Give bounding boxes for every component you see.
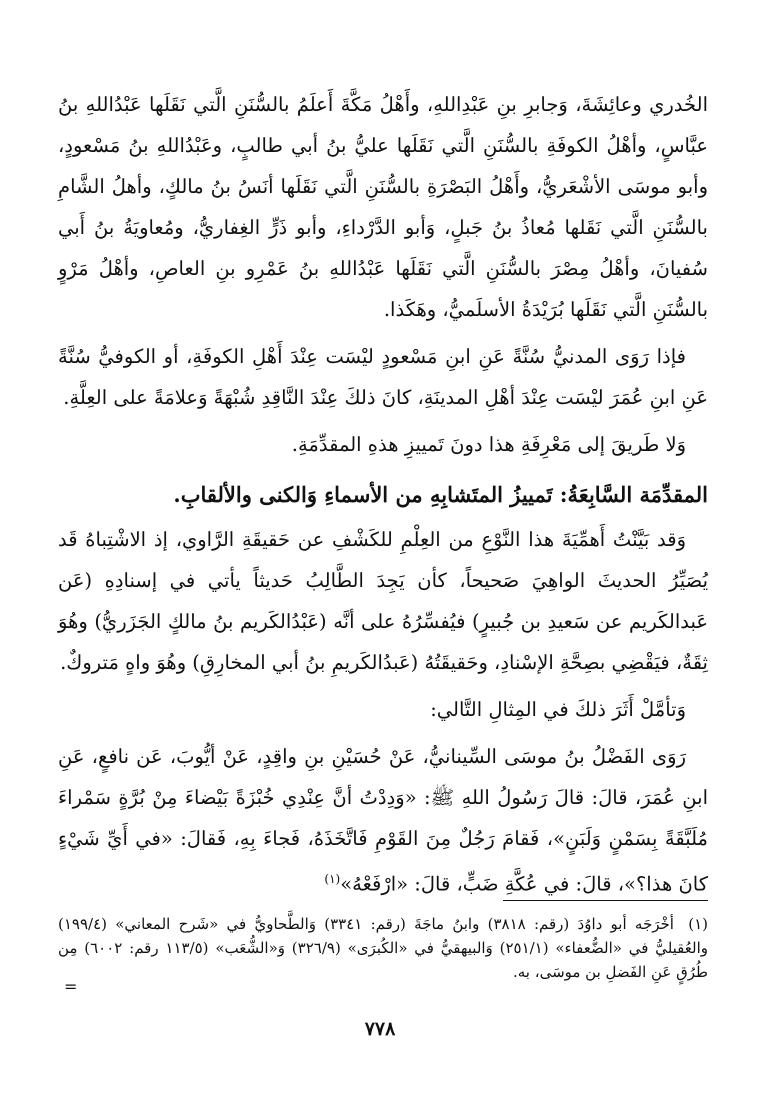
footnote-1 — [58, 912, 708, 984]
body-paragraph-1: الخُدري وعائِشَةَ، وَجابرِ بنِ عَبْدِاللهِ، وأَهْلُ مَكَّةَ أَعلَمُ بالسُّنَنِ الَّتي نَقَلَها عَبْدُاللهِ بنُ عبَّاسٍ، وأهْلُ الكوفَةِ بالسُّنَنِ الَّتي نَقَلَها عليُّ بنُ أبي طالبٍ، وعَبْدُاللهِ بنُ مَسْعودٍ، وأبو موسَى الأشْعَريُّ، وأَهْلُ البَصْرَةِ بالسُّنَنِ الَّتي نَقَلَها أنَسُ بنُ مالكٍ، وأهلُ الشَّامِ بالسُّنَنِ الَّتي نَقَلها مُعاذُ بنُ جَبلٍ، وَأبو الدَّرْداءِ، وأبو ذَرٍّ الغِفاريُّ، ومُعاويَةُ بنُ أَبي سُفيانَ، وأهْلُ مِصْرَ بالسُّنَنِ الَّتي نَقَلَها عَبْدُاللهِ بنُ عَمْرِو بنِ العاصِ، وأهْلُ مَرْوٍ بالسُّنَنِ الَّتي نَقَلَها بُرَيْدَةُ الأسلَميُّ، وهَكَذا. — [58, 93, 708, 321]
page-number: ٧٧٨ — [364, 1018, 396, 1040]
footnote-text: أخْرَجَه أبو داوُدَ (رقم: ٣٨١٨) وابنُ ماجَةَ (رقم: ٣٣٤١) وَالطَّحاويُّ في «شَرح المعاني» (١٩٩/٤) والعُقيليُّ في «الضُّعفاء» (٢٥١/١) وَالبيهقيُّ في «الكُبرَى» (٣٢٦/٩) وَ«الشُّعَب» (١١٣/٥ رقم: ٦٠٠٢) مِن طُرُقٍ عَنِ الفَضلِ بن موسَى، به. — [58, 915, 708, 981]
footnote-divider — [503, 900, 708, 901]
body-paragraph-3: وَلا طَريقَ إلى مَعْرِفَةِ هذا دونَ تَمييزِ هذهِ المقدِّمَةِ. — [291, 433, 686, 456]
body-paragraph-2: فإذا رَوَى المدنيُّ سُنَّةً عَنِ ابنِ مَسْعودٍ ليْسَت عِنْدَ أَهْلِ الكوفَةِ، أو الكوفيُّ سُنَّةً عَنِ ابنِ عُمَرَ ليْسَت عِنْدَ أهْلِ المدينَةِ، كانَ ذلكَ عِنْدَ النَّاقِدِ شُبْهَةً وَعلامَةً على العِلَّةِ. — [58, 345, 708, 409]
section-heading: المقدِّمَة السَّابِعَةُ: تَمييزُ المتَشابِهِ من الأسماءِ وَالكنى والألقابِ. — [173, 482, 708, 507]
body-paragraph-6 — [58, 736, 708, 905]
hadith-text: رَوَى الفَضْلُ بنُ موسَى السِّينانيُّ، عَنْ حُسَيْنِ بنِ واقِدٍ، عَنْ أيُّوبَ، عَن نافعٍ، عَنِ ابنِ عُمَرَ، قالَ: قالَ رَسُولُ اللهِ ﷺ: «وَدِدْتُ أنَّ عِنْدِي خُبْزَةً بَيْضاءَ مِنْ بُرَّةٍ سَمْراءَ مُلَبَّقَةً بِسَمْنٍ وَلَبَنٍ»، فَقامَ رَجُلٌ مِنَ القَوْمِ فَاتَّخَذَهُ، فَجاءَ بِهِ، فَقالَ: «في أَيِّ شَيْءٍ كانَ هذا؟»، قالَ: في عُكَّةِ ضَبٍّ، قالَ: «ارْفَعْهُ» — [58, 745, 708, 896]
page-body — [58, 84, 708, 911]
footnote-number: (١) — [688, 915, 708, 933]
footnote-continuation-mark: = — [64, 977, 78, 996]
footnote-reference: (١) — [324, 872, 341, 886]
body-paragraph-4: وَقد بَيَّنْتُ أَهمِّيَةَ هذا النَّوْعِ من العِلْمِ للكَشْفِ عن حَقيقَةِ الرَّاوي، إذ الاشْتِباهُ قَد يُصَيِّرُ الحديثَ الواهِيَ صَحيحاً، كأن يَجِدَ الطَّالِبُ حَديثاً يأتي في إسنادِهِ (عَن عَبدالكَريم عن سَعيدِ بن جُبيرٍ) فيُفسِّرُهُ على أنَّه (عَبْدُالكَريم بنُ مالكٍ الجَزَريُّ) وهُوَ ثِقَةٌ، فيَقْضِي بصِحَّةِ الإسْنادِ، وحَقيقَتُهُ (عَبدُالكَريمِ بنُ أبي المخارِقِ) وهُوَ واهٍ مَتروكٌ. — [58, 528, 708, 674]
body-paragraph-5: وَتأمَّلْ أَثَرَ ذلكَ في المِثالِ التَّالي: — [430, 698, 686, 721]
